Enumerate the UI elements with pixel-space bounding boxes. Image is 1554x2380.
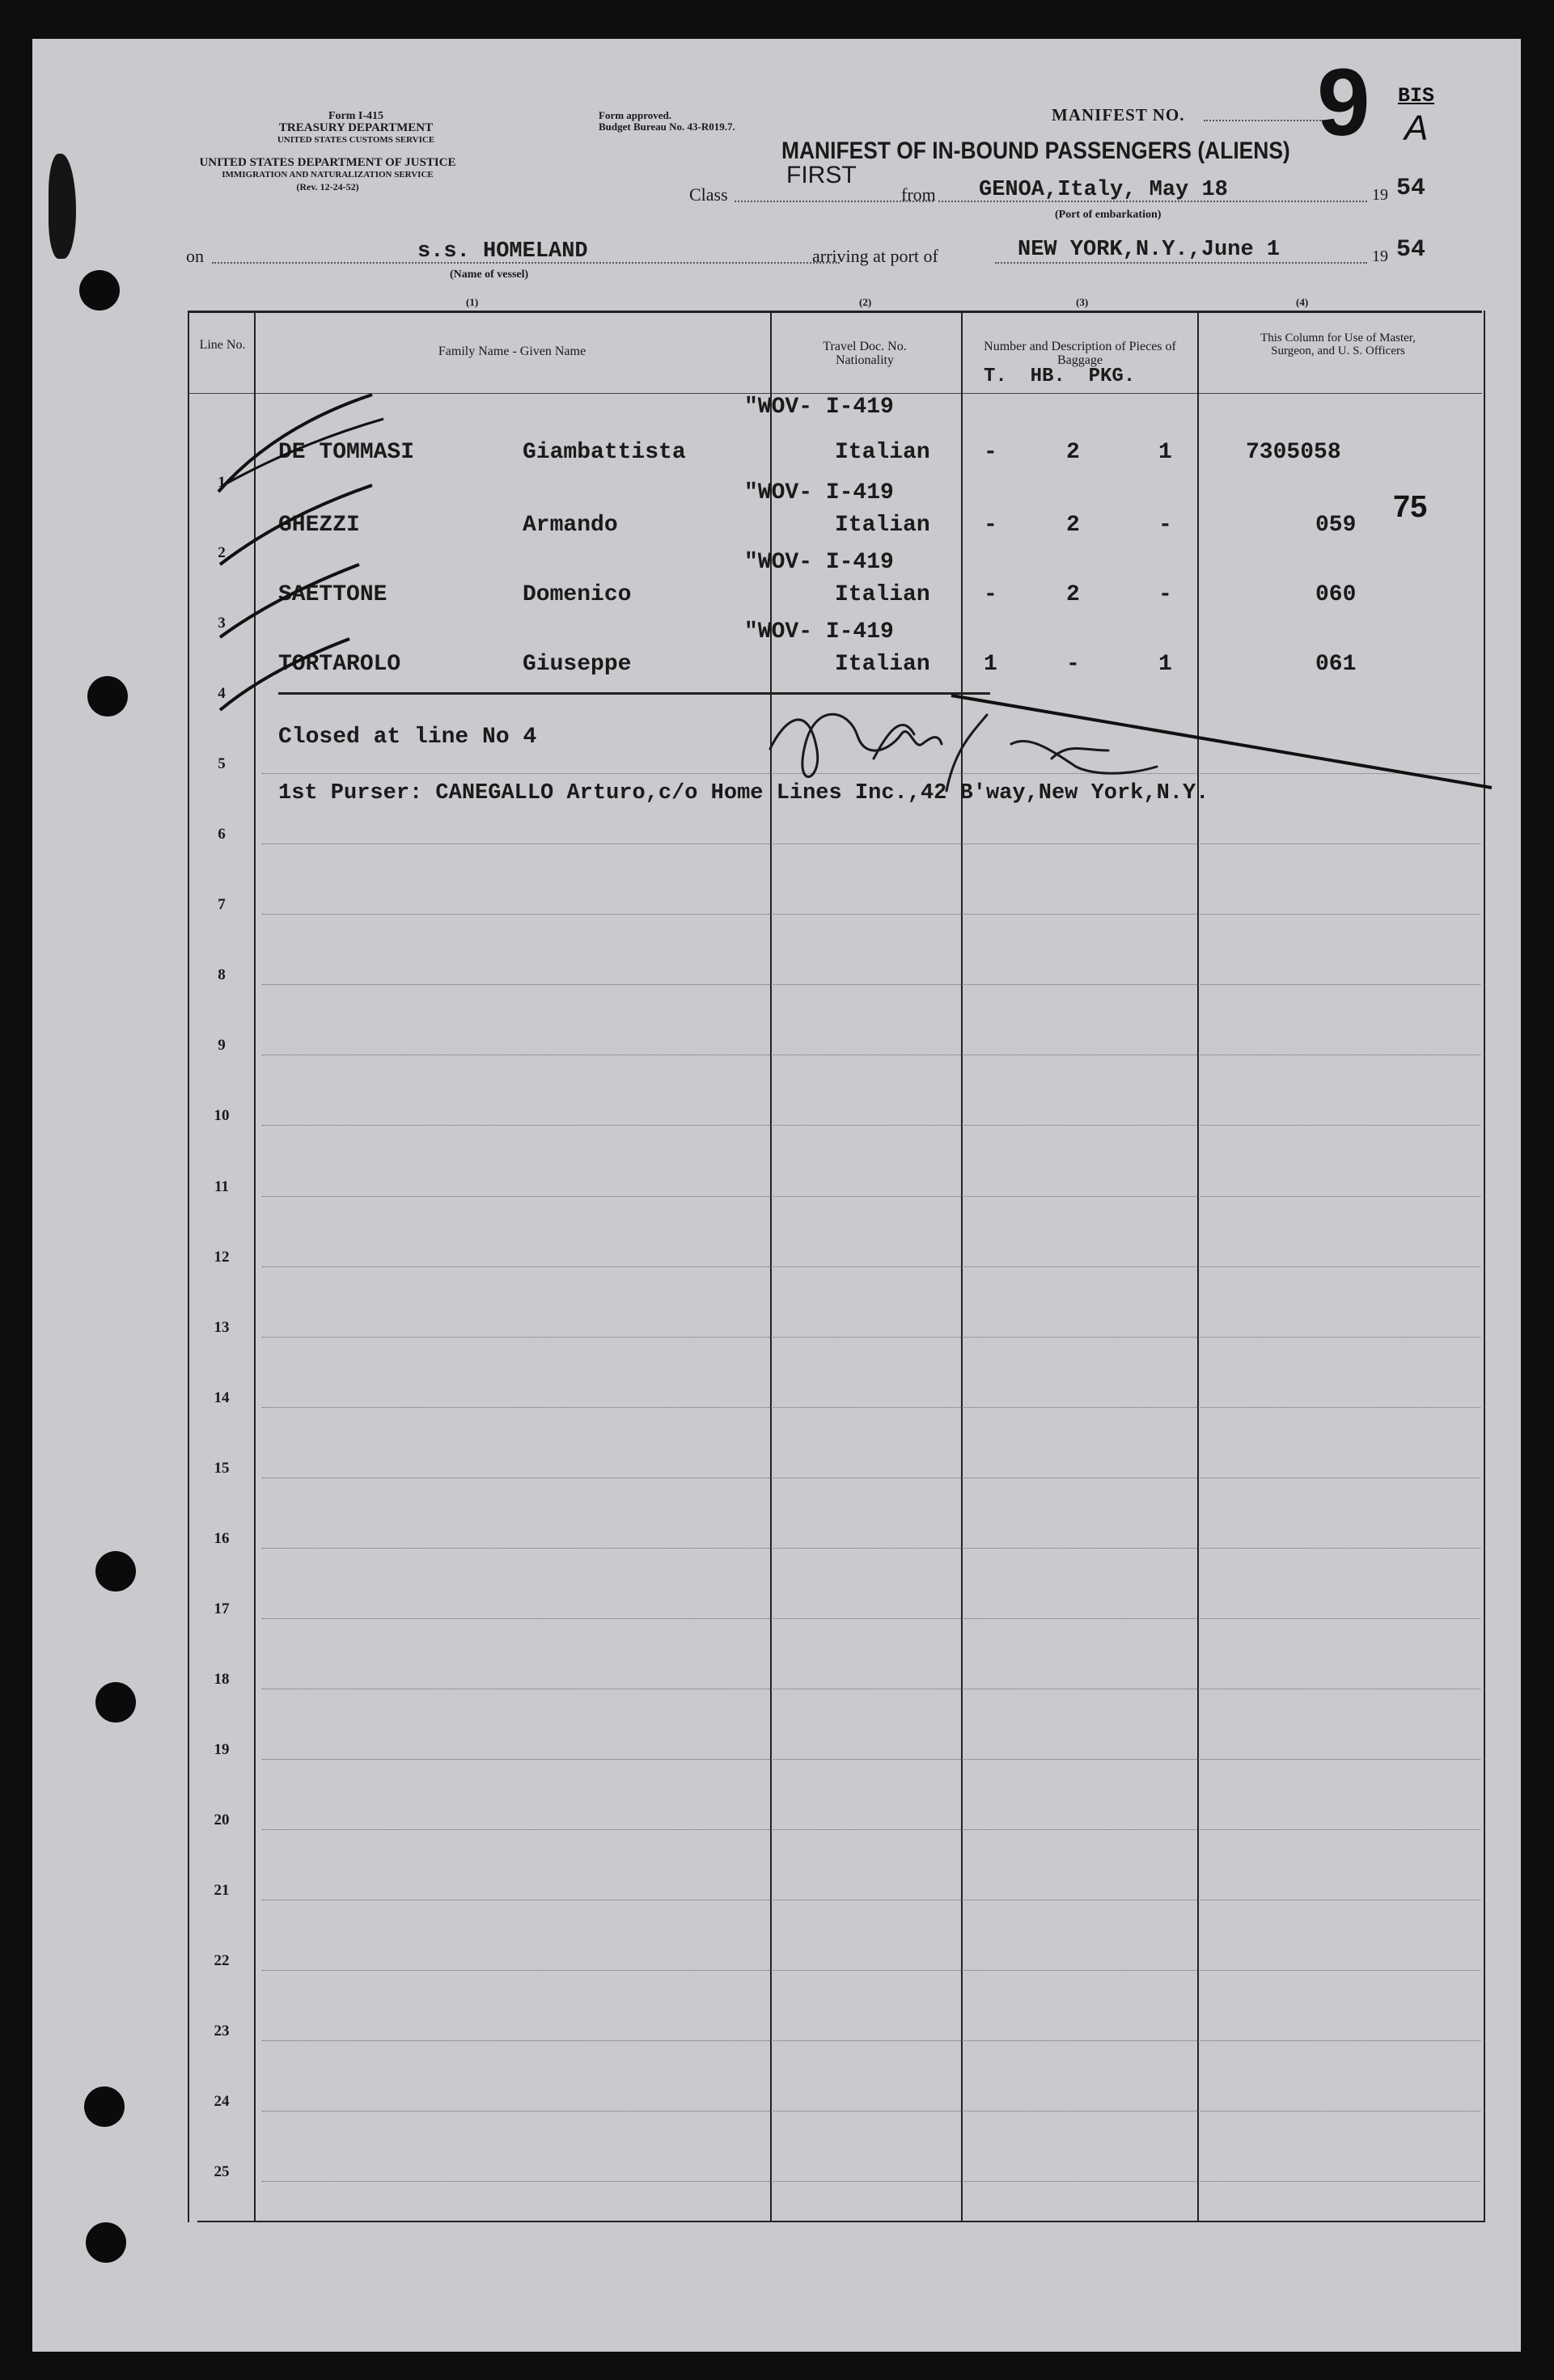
row-guide-line: [262, 2111, 1480, 2112]
line-number: 2: [218, 544, 226, 562]
line-number: 3: [218, 615, 226, 632]
nationality: Italian: [835, 440, 930, 465]
manifest-bis: BIS: [1398, 84, 1435, 108]
table-bottom-border: [197, 2221, 1485, 2222]
line-number: 9: [218, 1037, 226, 1055]
line-number: 24: [214, 2093, 230, 2111]
from-label: from: [901, 184, 936, 205]
port-caption: (Port of embarkation): [1055, 209, 1162, 221]
row-guide-line: [262, 1266, 1480, 1267]
row-guide-line: [262, 2181, 1480, 2182]
on-label: on: [186, 246, 204, 266]
purser-line: 1st Purser: CANEGALLO Arturo,c/o Home Lines Inc.,42 B'way,New York,N.Y.: [278, 781, 1209, 805]
baggage-pkg: -: [1158, 582, 1172, 607]
line-number: 18: [214, 1670, 230, 1688]
officer-number: 059: [1315, 513, 1357, 538]
officer-number: 061: [1315, 652, 1357, 677]
row-guide-line: [262, 1477, 1480, 1478]
line-number: 23: [214, 2023, 230, 2040]
baggage-t: 1: [984, 652, 997, 677]
checkmark-row-1: [218, 395, 372, 492]
budget-bureau: Budget Bureau No. 43-R019.7.: [599, 120, 735, 133]
header-baggage-sub: T. HB. PKG.: [984, 366, 1136, 387]
row-guide-line: [262, 1759, 1480, 1760]
row-guide-line: [262, 2040, 1480, 2041]
nationality: Italian: [835, 513, 930, 538]
row-guide-line: [262, 1829, 1480, 1830]
checkmark-row-1-b: [223, 419, 383, 485]
manifest-number: 9: [1317, 49, 1370, 156]
line-number: 16: [214, 1529, 230, 1547]
row-guide-line: [262, 1407, 1480, 1408]
line-number: 20: [214, 1811, 230, 1828]
baggage-pkg: 1: [1158, 440, 1172, 465]
revision-date: (Rev. 12-24-52): [296, 181, 359, 192]
col-number-1: (1): [466, 296, 479, 308]
pen-marks: [32, 39, 1521, 848]
family-name: SAETTONE: [278, 582, 387, 607]
row-guide-line: [262, 914, 1480, 915]
signature: [770, 714, 1157, 791]
treasury-dept: TREASURY DEPARTMENT: [278, 121, 434, 134]
binder-hole-3: [95, 1551, 136, 1592]
line-number: 12: [214, 1248, 230, 1266]
header-travel-doc: Travel Doc. No. Nationality: [823, 340, 907, 367]
row-guide-line: [262, 1196, 1480, 1197]
binder-hole-2: [87, 676, 128, 717]
given-name: Giuseppe: [523, 652, 632, 677]
officer-number: 060: [1315, 582, 1357, 607]
nationality: Italian: [835, 652, 930, 677]
margin-note: 75: [1393, 490, 1428, 524]
line-number: 25: [214, 2163, 230, 2181]
row-guide-line: [262, 1548, 1480, 1549]
arrival-year: 54: [1396, 236, 1426, 264]
binder-hole-6: [86, 2222, 126, 2263]
manifest-no-label: MANIFEST NO.: [1052, 105, 1185, 125]
checkmark-row-2: [220, 485, 372, 564]
officer-number: 7305058: [1246, 440, 1341, 465]
manifest-suffix: A: [1404, 108, 1429, 148]
baggage-hb: -: [1066, 652, 1080, 677]
line-number: 10: [214, 1107, 230, 1125]
baggage-hb: 2: [1066, 582, 1080, 607]
ins-service: IMMIGRATION AND NATURALIZATION SERVICE: [222, 170, 434, 180]
header-line-no: Line No.: [199, 338, 246, 352]
col-number-2: (2): [859, 296, 872, 308]
from-year: 54: [1396, 175, 1426, 202]
checkmark-row-4: [220, 639, 349, 710]
arriving-label: arriving at port of: [812, 246, 938, 266]
baggage-t: -: [984, 582, 997, 607]
line-number: 14: [214, 1389, 230, 1406]
row-guide-line: [262, 1618, 1480, 1619]
binder-hole-4: [95, 1682, 136, 1723]
vessel-caption: (Name of vessel): [450, 268, 529, 281]
form-number: Form I-415: [328, 110, 384, 122]
line-number: 13: [214, 1318, 230, 1336]
row-guide-line: [262, 984, 1480, 985]
row-guide-line: [262, 1125, 1480, 1126]
justice-dept: UNITED STATES DEPARTMENT OF JUSTICE: [199, 156, 456, 169]
line-number: 8: [218, 966, 226, 984]
row-guide-line: [262, 1970, 1480, 1971]
checkmark-row-3: [220, 564, 359, 637]
baggage-hb: 2: [1066, 440, 1080, 465]
form-approved: Form approved.: [599, 109, 672, 121]
baggage-pkg: -: [1158, 513, 1172, 538]
family-name: DE TOMMASI: [278, 440, 415, 465]
baggage-t: -: [984, 440, 997, 465]
family-name: TORTAROLO: [278, 652, 401, 677]
line-number: 5: [218, 755, 226, 773]
binder-hole-1: [79, 270, 120, 311]
arrival-year-prefix: 19: [1372, 247, 1388, 265]
line-number: 21: [214, 1882, 230, 1899]
baggage-pkg: 1: [1158, 652, 1172, 677]
from-year-prefix: 19: [1372, 186, 1388, 204]
customs-service: UNITED STATES CUSTOMS SERVICE: [277, 135, 435, 145]
class-value: FIRST: [786, 162, 857, 188]
header-name: Family Name - Given Name: [438, 345, 586, 358]
closed-at-line: Closed at line No 4: [278, 725, 537, 750]
line-number: 15: [214, 1459, 230, 1477]
baggage-t: -: [984, 513, 997, 538]
given-name: Giambattista: [523, 440, 686, 465]
given-name: Armando: [523, 513, 618, 538]
doc-prefix: "WOV- I-419: [744, 395, 894, 420]
vessel-name: s.s. HOMELAND: [417, 239, 588, 264]
baggage-hb: 2: [1066, 513, 1080, 538]
doc-prefix: "WOV- I-419: [744, 619, 894, 645]
from-value: GENOA,Italy, May 18: [979, 178, 1228, 202]
manifest-page: [32, 39, 1521, 2352]
given-name: Domenico: [523, 582, 632, 607]
col-number-4: (4): [1296, 296, 1309, 308]
line-number: 22: [214, 1952, 230, 1970]
header-officers: This Column for Use of Master, Surgeon, and U. S. Officers: [1260, 332, 1416, 357]
binder-hole-5: [84, 2086, 125, 2127]
doc-prefix: "WOV- I-419: [744, 550, 894, 575]
line-number: 17: [214, 1600, 230, 1617]
line-number: 11: [214, 1177, 229, 1195]
col-number-3: (3): [1076, 296, 1089, 308]
line-number: 1: [218, 474, 226, 491]
line-number: 4: [218, 685, 226, 703]
header-baggage: Number and Description of Pieces of Baggage: [984, 340, 1176, 367]
family-name: GHEZZI: [278, 513, 360, 538]
row-guide-line: [262, 1337, 1480, 1338]
manifest-title: MANIFEST OF IN-BOUND PASSENGERS (ALIENS): [781, 137, 1290, 164]
nationality: Italian: [835, 582, 930, 607]
line-number: 6: [218, 826, 226, 843]
line-number: 19: [214, 1740, 230, 1758]
doc-prefix: "WOV- I-419: [744, 480, 894, 505]
line-number: 7: [218, 896, 226, 914]
arrival-value: NEW YORK,N.Y.,June 1: [1018, 238, 1281, 262]
class-label: Class: [689, 184, 728, 205]
